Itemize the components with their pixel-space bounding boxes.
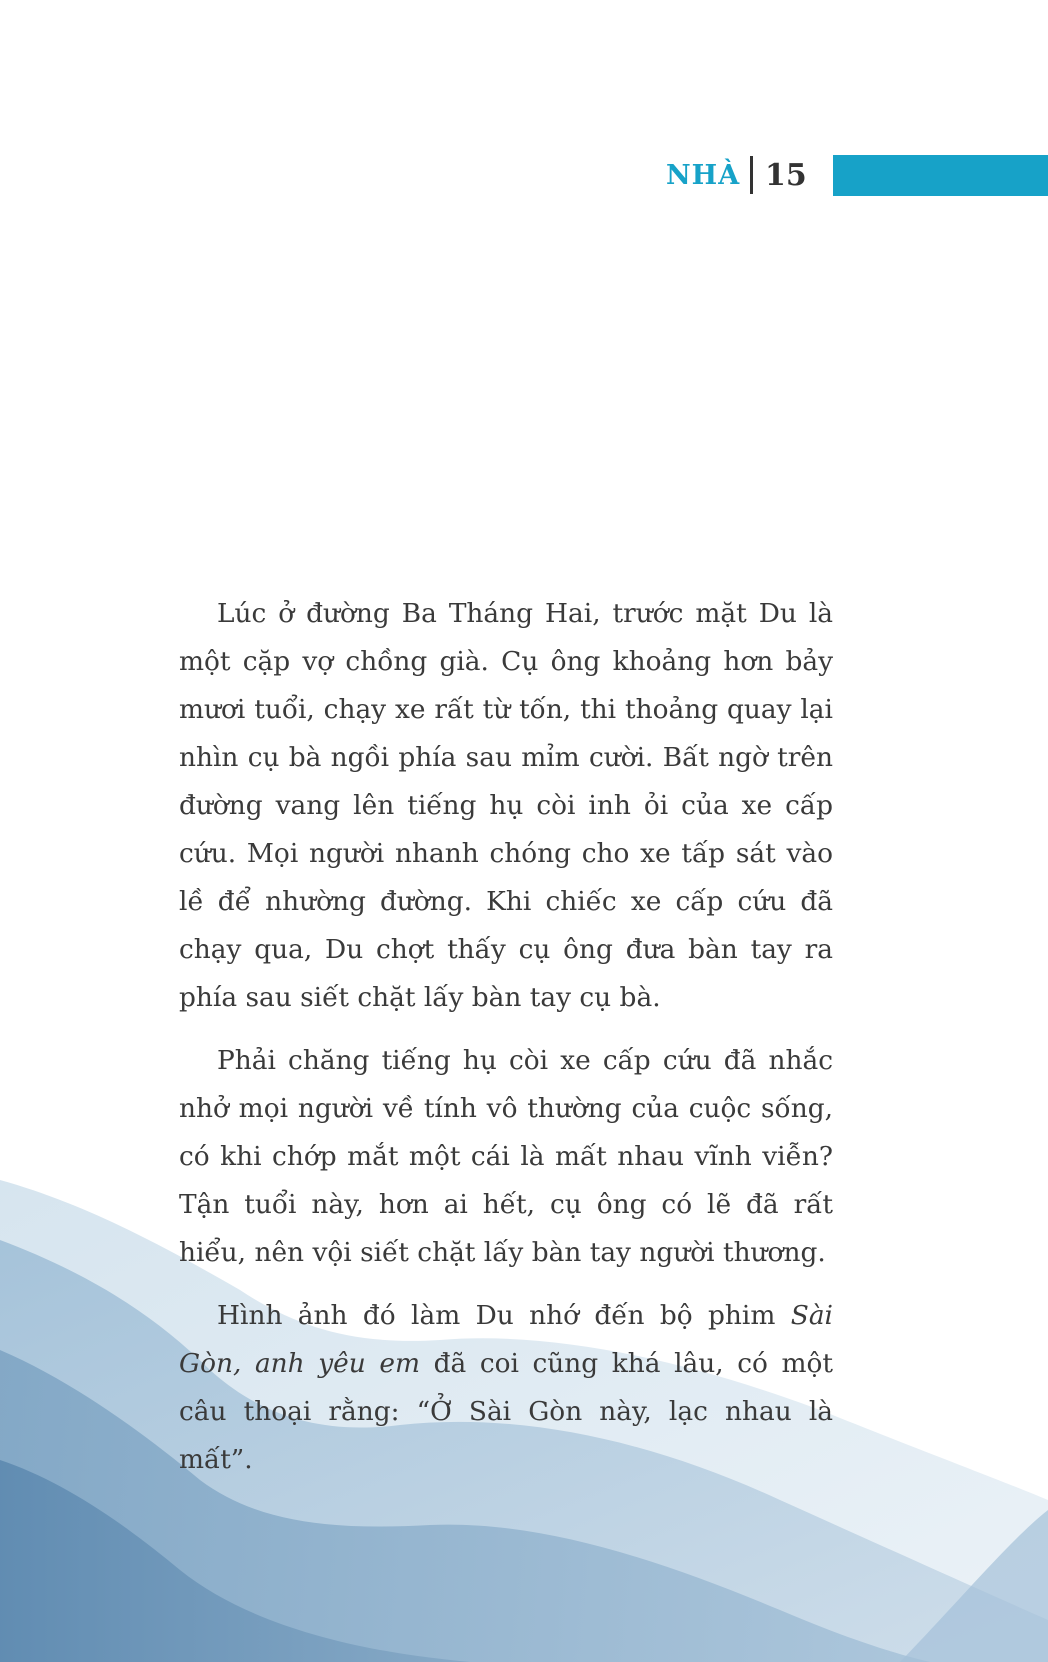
paragraph: Phải chăng tiếng hụ còi xe cấp cứu đã nhắc nhở mọi người về tính vô thường của cuộc sống, có khi chớp mắt một cái là mất nhau vĩnh viễn? Tận tuổi này, hơn ai hết, cụ ông có lẽ đã rất hiểu, nên vội siết chặt lấy bàn tay người thương. xyxy=(179,1045,833,1268)
body-text xyxy=(179,590,833,1499)
paragraph-text: đã coi cũng khá lâu, có một câu thoại rằng: “Ở Sài Gòn này, lạc nhau là mất”. xyxy=(179,1348,833,1475)
running-head xyxy=(0,150,1048,200)
page-number: 15 xyxy=(765,158,807,193)
paragraph xyxy=(179,1292,833,1484)
film-title: Sài Gòn, anh yêu em xyxy=(179,1300,833,1379)
paragraph-text: Hình ảnh đó làm Du nhớ đến bộ phim xyxy=(217,1300,791,1331)
header-accent-bar xyxy=(833,155,1048,196)
paragraph: Lúc ở đường Ba Tháng Hai, trước mặt Du là một cặp vợ chồng già. Cụ ông khoảng hơn bảy mươi tuổi, chạy xe rất từ tốn, thi thoảng quay lại nhìn cụ bà ngồi phía sau mỉm cười. Bất ngờ trên đường vang lên tiếng hụ còi inh ỏi của xe cấp cứu. Mọi người nhanh chóng cho xe tấp sát vào lề để nhường đường. Khi chiếc xe cấp cứu đã chạy qua, Du chợt thấy cụ ông đưa bàn tay ra phía sau siết chặt lấy bàn tay cụ bà. xyxy=(179,598,833,1013)
header-divider xyxy=(750,156,753,194)
chapter-title: NHÀ xyxy=(666,160,741,191)
